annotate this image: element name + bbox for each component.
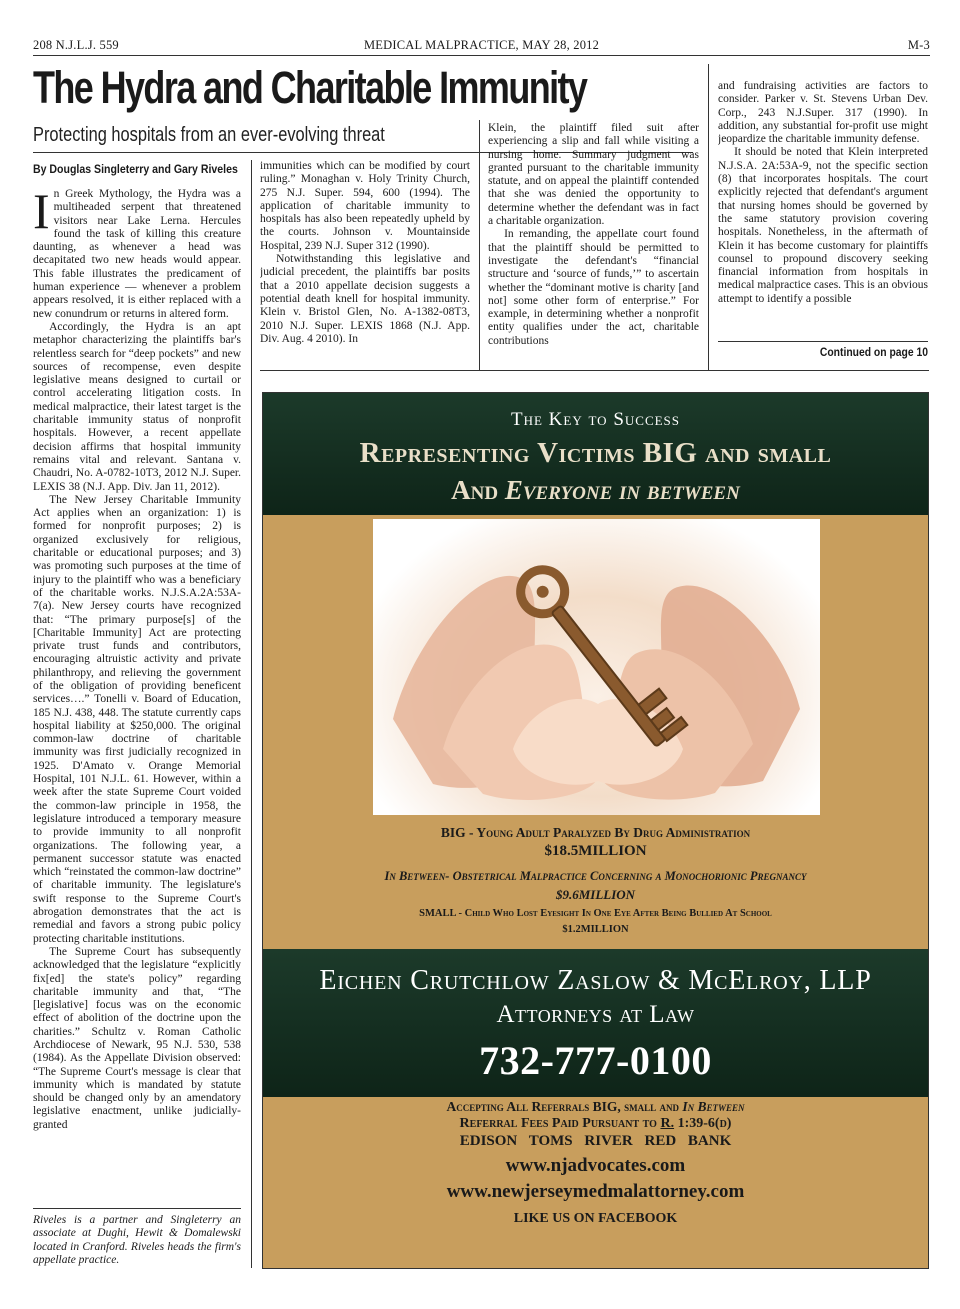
website-link-1[interactable]: www.njadvocates.com (505, 1155, 686, 1176)
paragraph: The New Jersey Charitable Immunity Act applies when an organization: 1) is formed for nonprofit purposes; 2) is organized exclusively for religious, charitable or educational purposes; and 3) was promoting such purposes at the time of injury to the plaintiff who was a beneficiary of the charitable works. N.J.S.A.2A:53A-7(a). New Jersey courts have recognized that: “The primary purpose[s] of the [Charitable Immunity] Act are protecting private trust funds and contributors, encouraging altruistic activity and private philanthropy, and relieving the government of the obligation of providing beneficent services….” Tonelli v. Board of Education, 185 N.J. 438, 448. The statute currently caps hospital liability at $250,000. The original common-law doctrine of charitable immunity was first judicially recognized in 1925. D'Amato v. Orange Memorial Hospital, 101 N.J.L. 61. However, within a week after the state Supreme Court voided the common-law principle in 1958, the legislature introduced a temporary measure to provide immunity to all nonprofit organizations. The following year, a permanent successor statute was enacted which “reinstated the common-law doctrine” of charitable immunity. The legislature's swift response to the Supreme Court's abrogation demonstrates that the act is remedial and favors a strong pubic policy protecting charitable institutions. (33, 493, 241, 945)
column-divider (708, 64, 709, 370)
paragraph: In Greek Mythology, the Hydra was a multiheaded serpent that threatened visitors near Lake Lerna. Hercules found the task of killing this creature daunting, as whenever a head was decapitated two new heads would appear. This fable illustrates the predicament of human experience — whenever a problem appears resolved, it is either replaced with a new conundrum or returns in altered form. (33, 188, 241, 320)
bio-rule (33, 1208, 241, 1209)
advertisement (262, 392, 929, 1269)
paragraph: It should be noted that Klein interpreted N.J.S.A. 2A:53A-9, not the specific section (8) that incorporates hospitals. The court explicitly rejected that defendant's argument that nursing homes should be governed by the same statutory provision covering hospitals. Nonetheless, in the aftermath of Klein it has become customary for plaintiffs counsel to propound discovery seeking financial information from hospitals in medical malpractice cases. This is an obvious attempt to identify a possible (718, 146, 928, 305)
running-head (33, 38, 930, 54)
paragraph: and fundraising activities are factors to consider. Parker v. St. Stevens Urban Dev. Corp., 243 N.J.Super. 317 (1990). In addition, any substantial for-profit use might jeopardize the charitable immunity defense. (718, 80, 928, 146)
column-divider (251, 160, 252, 1268)
article-column-4 (718, 80, 928, 336)
firm-band (263, 949, 928, 1097)
paragraph: Klein, the plaintiff filed suit after experiencing a slip and fall while visiting a nursing home. Summary judgment was granted pursuant to the charitable immunity statute, and on appeal the plaintiff contended that she was denied the opportunity to determine whether the defendant was in fact a charitable organization. (488, 122, 699, 228)
fees-line: Referral Fees Paid Pursuant to R. 1:39-6(d) (459, 1116, 732, 1131)
page-number: M-3 (907, 38, 930, 52)
paragraph: The Supreme Court has subsequently acknowledged that the legislature “explicitly fix[ed] the state's policy” regarding charitable immunity and that, “The [legislative] focus was on the economic effect of abolition of the doctrine upon the charities.” Schultz v. Roman Catholic Archdiocese of Newark, 95 N.J. 530, 538 (1984). As the Appellate Division observed: “The Supreme Court's message is clear that immunity which is mandated by statute should be changed only by an amendatory legislative enactment, unlike judicially-granted (33, 945, 241, 1131)
hands-key-photo (373, 519, 820, 815)
article-byline: By Douglas Singleterry and Gary Riveles (33, 162, 238, 176)
firm-phone: 732-777-0100 (479, 1038, 712, 1083)
hands-key-illustration (373, 519, 820, 815)
facebook-callout: LIKE US ON FACEBOOK (513, 1211, 678, 1226)
website-link-2[interactable]: www.newjerseymedmalattorney.com (446, 1181, 745, 1202)
header-rule (33, 55, 930, 56)
firm-name: Eichen Crutchlow Zaslow & McElroy, LLP (319, 965, 872, 996)
paragraph: immunities which can be modified by court ruling.” Monaghan v. Holy Trinity Church, 275 N.J. Super. 594, 600 (1994). The application of charitable immunity to hospitals has also been repeatedly upheld by the courts. Johnson v. Mountainside Hospital, 239 N.J. Super 312 (1990). (260, 160, 470, 252)
ad-tagline: The Key to Success (510, 409, 681, 430)
firm-subtitle: Attorneys at Law (496, 1001, 695, 1028)
result-value-between: $9.6MILLION (555, 887, 636, 902)
column-end-rule (718, 341, 928, 342)
ad-header-band (263, 393, 928, 515)
office-locations: EDISON TOMS RIVER RED BANK (459, 1133, 732, 1149)
article-column-1 (33, 188, 241, 1206)
result-label-big: BIG - Young Adult Paralyzed By Drug Administration (440, 825, 751, 840)
result-value-big: $18.5MILLION (544, 843, 647, 859)
referrals-line: Accepting All Referrals BIG, small and In Between (446, 1099, 745, 1114)
result-value-small: $1.2MILLION (562, 924, 629, 935)
article-column-2 (260, 160, 470, 364)
ad-headline-2: And Everyone in between (451, 475, 740, 505)
column-bottom-rule (260, 370, 929, 371)
result-label-small: SMALL - Child Who Lost Eyesight In One Eye After Being Bullied At School (419, 908, 772, 919)
paragraph: In remanding, the appellate court found that the plaintiff should be permitted to investigate the defendant's “financial structure and ‘source of funds,’” to ascertain whether the “dominant motive is charity [and not] some other form of enterprise.” For example, in determining whether a nonprofit entity qualifies under the act, charitable contributions (488, 228, 699, 347)
page-citation: 208 N.J.L.J. 559 (33, 38, 119, 52)
article-column-3 (488, 122, 699, 364)
ad-headline-1: Representing Victims BIG and small (359, 437, 832, 469)
result-label-between: In Between- Obstetrical Malpractice Concerning a Monochorionic Pregnancy (384, 869, 807, 883)
column-divider (479, 120, 480, 370)
article-headline: The Hydra and Charitable Immunity (33, 62, 587, 113)
section-date: MEDICAL MALPRACTICE, MAY 28, 2012 (363, 38, 600, 52)
author-bio: Riveles is a partner and Singleterry an associate at Dughi, Hewit & Domalewski located in Cranford. Riveles heads the firm's appellate practice. (33, 1214, 241, 1266)
article-subhead: Protecting hospitals from an ever-evolving threat (33, 124, 385, 146)
paragraph: Notwithstanding this legislative and judicial precedent, the plaintiffs bar posits that a 2010 appellate decision suggests a potential death knell for hospital immunity. Klein v. Bristol Glen, No. A-1382-08T3, 2010 N.J. Super. LEXIS 1868 (N.J. App. Div. Aug. 4 2010). In (260, 253, 470, 345)
drop-cap: I (33, 188, 50, 239)
continued-jump: Continued on page 10 (819, 347, 928, 359)
paragraph: Accordingly, the Hydra is an apt metaphor characterizing the plaintiffs bar's relentless search for “deep pockets” and new sources of recompense, even despite legislative means designed to curtail or control accelerating litigation costs. In medical malpractice, their latest target is the charitable immunity status of nonprofit hospitals. However, a recent appellate decision affirms that hospital immunity remains vital and relevant. Santana v. Chaudri, No. A-0782-10T3, 2012 N.J. Super. LEXIS 38 (N.J. App. Div. Jan 11, 2012). (33, 320, 241, 493)
